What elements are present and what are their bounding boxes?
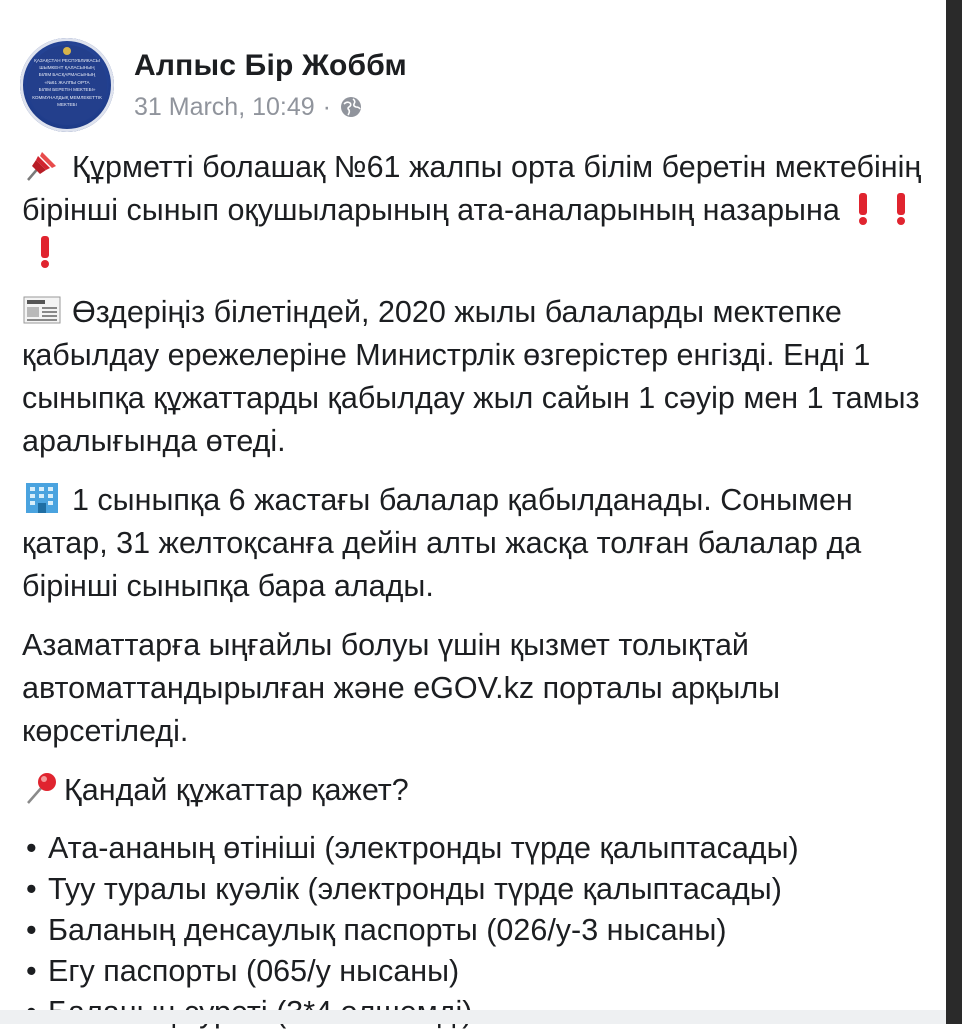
paragraph-egov-service bbox=[22, 624, 942, 753]
separator-dot: · bbox=[322, 92, 331, 121]
page-name[interactable]: Алпыс Бір Жоббм bbox=[134, 48, 407, 82]
paragraph-rules-change-text: Өздеріңіз білетіндей, 2020 жылы балаларды мектепке қабылдау ережелеріне Министрлік өзгерістер енгізді. Енді 1 сыныпқа құжаттарды қабылдау жыл сайын 1 сәуір мен 1 тамыз аралығында өтеді. bbox=[22, 295, 920, 458]
office-building-icon bbox=[22, 481, 62, 515]
post-header bbox=[20, 38, 407, 132]
paragraph-rules-change bbox=[22, 291, 942, 463]
bullet-dot: • bbox=[26, 831, 37, 865]
svg-text:ҚАЗАҚСТАН РЕСПУБЛИКАСЫ: ҚАЗАҚСТАН РЕСПУБЛИКАСЫ bbox=[34, 58, 100, 63]
round-pushpin-icon bbox=[22, 771, 62, 805]
page-avatar[interactable] bbox=[20, 38, 114, 132]
exclamation-icon bbox=[886, 191, 916, 225]
bullet-dot: • bbox=[26, 954, 37, 988]
school-emblem-icon bbox=[24, 42, 110, 128]
svg-text:БІЛІМ БАСҚАРМАСЫНЫҢ: БІЛІМ БАСҚАРМАСЫНЫҢ bbox=[38, 72, 96, 77]
paragraph-announcement bbox=[22, 146, 942, 275]
paragraph-documents-heading-text: Қандай құжаттар қажет? bbox=[64, 773, 409, 807]
list-item bbox=[22, 951, 942, 992]
paragraph-egov-service-text: Азаматтарға ыңғайлы болуы үшін қызмет толықтай автоматтандырылған және eGOV.kz порталы арқылы көрсетіледі. bbox=[22, 628, 781, 748]
timestamp-row bbox=[134, 93, 407, 122]
pushpin-icon bbox=[22, 148, 62, 182]
list-item bbox=[22, 828, 942, 869]
paragraph-announcement-text: Құрметті болашақ №61 жалпы орта білім беретін мектебінің бірінші сынып оқушыларының ата-аналарының назарына bbox=[22, 150, 922, 227]
svg-text:«№61 ЖАЛПЫ ОРТА: «№61 ЖАЛПЫ ОРТА bbox=[44, 80, 90, 85]
svg-text:КОММУНАЛДЫҚ МЕМЛЕКЕТТІК: КОММУНАЛДЫҚ МЕМЛЕКЕТТІК bbox=[32, 95, 102, 100]
list-item-text: Туу туралы куәлік (электронды түрде қалыптасады) bbox=[48, 872, 782, 906]
list-item bbox=[22, 910, 942, 951]
screen-edge bbox=[946, 0, 962, 1024]
list-item-text: Ата-ананың өтініші (электронды түрде қалыптасады) bbox=[48, 831, 799, 865]
exclamation-icon bbox=[30, 234, 60, 268]
svg-text:БІЛІМ БЕРЕТІН МЕКТЕБІ»: БІЛІМ БЕРЕТІН МЕКТЕБІ» bbox=[38, 87, 96, 92]
paragraph-age-requirement bbox=[22, 479, 942, 608]
list-item-text: Егу паспорты (065/у нысаны) bbox=[48, 954, 460, 988]
post-timestamp[interactable]: 31 March, 10:49 bbox=[134, 92, 315, 121]
list-item-text: Баланың денсаулық паспорты (026/у-3 нысаны) bbox=[48, 913, 727, 947]
list-item bbox=[22, 869, 942, 910]
globe-icon[interactable] bbox=[339, 95, 363, 119]
newspaper-icon bbox=[22, 293, 62, 327]
feed-background-strip bbox=[0, 1010, 946, 1024]
documents-list bbox=[22, 828, 942, 1033]
paragraph-age-requirement-text: 1 сыныпқа 6 жастағы балалар қабылданады. Сонымен қатар, 31 желтоқсанға дейін алты жасқа толған балалар да бірінші сыныпқа бара алады. bbox=[22, 483, 862, 603]
paragraph-documents-heading bbox=[22, 769, 942, 812]
svg-text:ШЫМКЕНТ ҚАЛАСЫНЫҢ: ШЫМКЕНТ ҚАЛАСЫНЫҢ bbox=[39, 65, 95, 70]
post-meta bbox=[134, 49, 407, 122]
exclamation-icon bbox=[848, 191, 878, 225]
bullet-dot: • bbox=[26, 913, 37, 947]
bullet-dot: • bbox=[26, 872, 37, 906]
post-body bbox=[22, 146, 942, 1033]
svg-text:МЕКТЕБІ: МЕКТЕБІ bbox=[57, 102, 77, 107]
